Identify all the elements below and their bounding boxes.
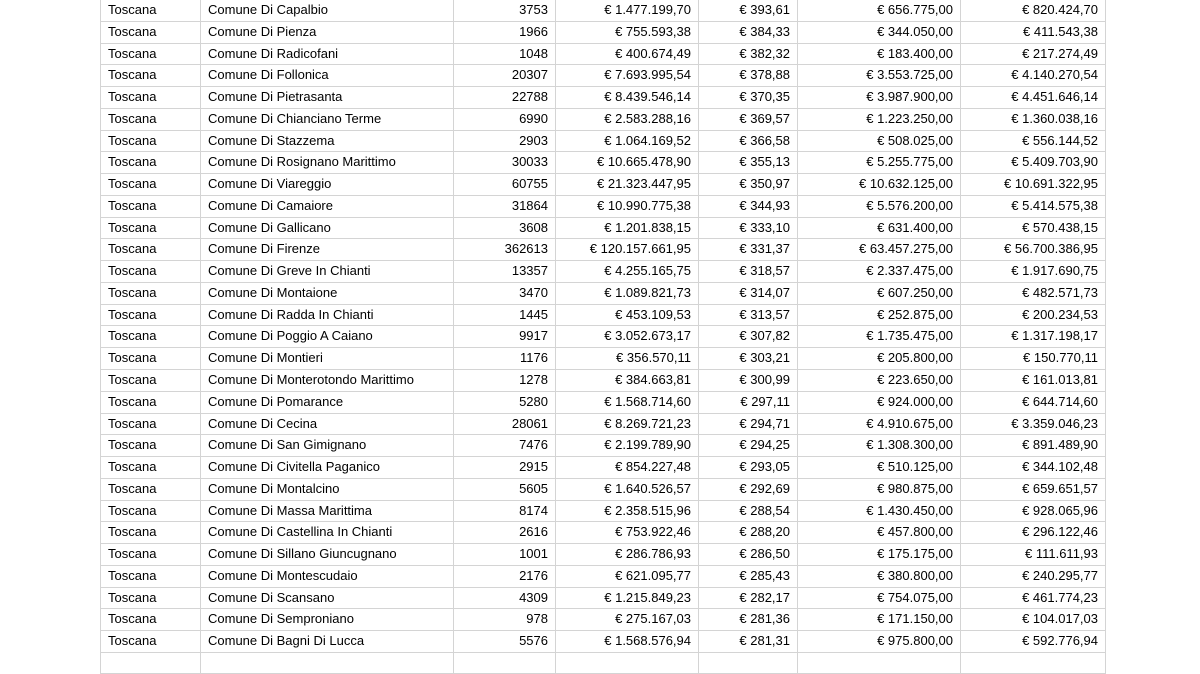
cell-count[interactable]: 4309	[454, 587, 556, 609]
cell-amount-3[interactable]: € 344.050,00	[798, 21, 961, 43]
cell-count[interactable]: 2915	[454, 457, 556, 479]
cell-amount-3[interactable]: € 223.650,00	[798, 370, 961, 392]
cell-amount-4[interactable]: € 1.360.038,16	[961, 108, 1106, 130]
cell-amount-1[interactable]: € 3.052.673,17	[556, 326, 699, 348]
cell-amount-4[interactable]: € 161.013,81	[961, 370, 1106, 392]
cell-amount-2[interactable]: € 333,10	[699, 217, 798, 239]
cell-amount-1[interactable]: € 1.568.576,94	[556, 631, 699, 653]
cell-amount-2[interactable]: € 300,99	[699, 370, 798, 392]
cell-municipality[interactable]: Comune Di Stazzema	[201, 130, 454, 152]
table-row	[101, 282, 1106, 304]
cell-municipality[interactable]: Comune Di Radicofani	[201, 43, 454, 65]
table-row	[101, 152, 1106, 174]
cell-amount-3[interactable]: € 2.337.475,00	[798, 261, 961, 283]
cell-amount-4[interactable]: € 1.317.198,17	[961, 326, 1106, 348]
cell-count[interactable]: 60755	[454, 174, 556, 196]
cell-region[interactable]: Toscana	[101, 174, 201, 196]
cell-count[interactable]: 1001	[454, 544, 556, 566]
cell-amount-3[interactable]: € 457.800,00	[798, 522, 961, 544]
cell-amount-3[interactable]: € 4.910.675,00	[798, 413, 961, 435]
cell-municipality[interactable]: Comune Di Pomarance	[201, 391, 454, 413]
cell-count[interactable]: 3470	[454, 282, 556, 304]
table-row	[101, 217, 1106, 239]
cell-amount-4[interactable]: € 200.234,53	[961, 304, 1106, 326]
cell-municipality[interactable]: Comune Di Monterotondo Marittimo	[201, 370, 454, 392]
cell-amount-4[interactable]: € 5.409.703,90	[961, 152, 1106, 174]
cell-amount-2[interactable]: € 281,36	[699, 609, 798, 631]
cell-municipality[interactable]: Comune Di Semproniano	[201, 609, 454, 631]
cell-region[interactable]: Toscana	[101, 391, 201, 413]
cell-region[interactable]: Toscana	[101, 587, 201, 609]
cell-region[interactable]: Toscana	[101, 195, 201, 217]
cell-amount-3[interactable]: € 975.800,00	[798, 631, 961, 653]
cell-amount-3[interactable]: € 656.775,00	[798, 0, 961, 21]
cell-amount-4[interactable]: € 556.144,52	[961, 130, 1106, 152]
cell-region[interactable]: Toscana	[101, 413, 201, 435]
cell-region[interactable]: Toscana	[101, 326, 201, 348]
cell-count[interactable]: 28061	[454, 413, 556, 435]
cell-amount-1[interactable]: € 1.215.849,23	[556, 587, 699, 609]
cell-amount-3[interactable]: € 5.255.775,00	[798, 152, 961, 174]
cell-amount-4[interactable]: € 111.611,93	[961, 544, 1106, 566]
cell-amount-1[interactable]: € 8.439.546,14	[556, 87, 699, 109]
table-row	[101, 544, 1106, 566]
cell-amount-1[interactable]: € 356.570,11	[556, 348, 699, 370]
cell-amount-3[interactable]: € 10.632.125,00	[798, 174, 961, 196]
cell-amount-3[interactable]: € 510.125,00	[798, 457, 961, 479]
cell-amount-1[interactable]: € 10.990.775,38	[556, 195, 699, 217]
cell-amount-2[interactable]: € 297,11	[699, 391, 798, 413]
cell-amount-3[interactable]: € 1.223.250,00	[798, 108, 961, 130]
cell-region[interactable]: Toscana	[101, 500, 201, 522]
cell-amount-2[interactable]: € 293,05	[699, 457, 798, 479]
cell-amount-4[interactable]: € 820.424,70	[961, 0, 1106, 21]
cell-amount-4[interactable]: € 570.438,15	[961, 217, 1106, 239]
cell-amount-1[interactable]: € 1.089.821,73	[556, 282, 699, 304]
cell-municipality[interactable]: Comune Di Rosignano Marittimo	[201, 152, 454, 174]
table-row	[101, 304, 1106, 326]
cell-amount-1[interactable]: € 755.593,38	[556, 21, 699, 43]
cell-amount-4[interactable]: € 5.414.575,38	[961, 195, 1106, 217]
cell-municipality[interactable]: Comune Di Capalbio	[201, 0, 454, 21]
table-row	[101, 609, 1106, 631]
cell-municipality[interactable]: Comune Di Chianciano Terme	[201, 108, 454, 130]
cell-count[interactable]: 978	[454, 609, 556, 631]
cell-municipality[interactable]: Comune Di Sillano Giuncugnano	[201, 544, 454, 566]
cell-amount-3[interactable]: € 175.175,00	[798, 544, 961, 566]
cell-municipality[interactable]: Comune Di Civitella Paganico	[201, 457, 454, 479]
table-row	[101, 87, 1106, 109]
cell-amount-4[interactable]: € 891.489,90	[961, 435, 1106, 457]
cell-amount-2[interactable]: € 393,61	[699, 0, 798, 21]
table-row	[101, 261, 1106, 283]
table-row	[101, 0, 1106, 21]
cell-amount-2[interactable]: € 369,57	[699, 108, 798, 130]
cell-amount-1[interactable]: € 1.201.838,15	[556, 217, 699, 239]
cell-amount-1[interactable]: € 10.665.478,90	[556, 152, 699, 174]
cell-count[interactable]: 1278	[454, 370, 556, 392]
cell-amount-3[interactable]: € 252.875,00	[798, 304, 961, 326]
cell-municipality[interactable]: Comune Di Montaione	[201, 282, 454, 304]
cell-amount-3[interactable]: € 63.457.275,00	[798, 239, 961, 261]
cell-amount-4[interactable]: € 659.651,57	[961, 478, 1106, 500]
cell-municipality[interactable]: Comune Di Follonica	[201, 65, 454, 87]
cell-municipality[interactable]: Comune Di Camaiore	[201, 195, 454, 217]
table-row	[101, 478, 1106, 500]
cell-amount-2[interactable]: € 282,17	[699, 587, 798, 609]
cell-amount-4[interactable]: € 1.917.690,75	[961, 261, 1106, 283]
cell-amount-1[interactable]: € 275.167,03	[556, 609, 699, 631]
cell-amount-2[interactable]: € 318,57	[699, 261, 798, 283]
cell-count[interactable]: 20307	[454, 65, 556, 87]
cell-amount-3[interactable]: € 380.800,00	[798, 565, 961, 587]
cell-amount-2[interactable]: € 313,57	[699, 304, 798, 326]
spreadsheet-view	[100, 0, 1106, 674]
cell-amount-1[interactable]: € 286.786,93	[556, 544, 699, 566]
cell-municipality[interactable]: Comune Di Firenze	[201, 239, 454, 261]
cell-amount-4[interactable]: € 10.691.322,95	[961, 174, 1106, 196]
cell-amount-4[interactable]: € 644.714,60	[961, 391, 1106, 413]
cell-amount-4[interactable]	[961, 652, 1106, 673]
cell-amount-3[interactable]: € 508.025,00	[798, 130, 961, 152]
cell-amount-2[interactable]: € 294,25	[699, 435, 798, 457]
cell-count[interactable]: 1445	[454, 304, 556, 326]
cell-amount-3[interactable]: € 1.735.475,00	[798, 326, 961, 348]
cell-region[interactable]: Toscana	[101, 108, 201, 130]
cell-amount-4[interactable]: € 296.122,46	[961, 522, 1106, 544]
table-row	[101, 587, 1106, 609]
cell-amount-4[interactable]: € 104.017,03	[961, 609, 1106, 631]
table-row	[101, 565, 1106, 587]
cell-municipality[interactable]: Comune Di Greve In Chianti	[201, 261, 454, 283]
cell-municipality[interactable]: Comune Di Montescudaio	[201, 565, 454, 587]
cell-amount-2[interactable]: € 294,71	[699, 413, 798, 435]
table-row	[101, 326, 1106, 348]
cell-municipality[interactable]: Comune Di Viareggio	[201, 174, 454, 196]
cell-region[interactable]: Toscana	[101, 457, 201, 479]
cell-amount-1[interactable]: € 400.674,49	[556, 43, 699, 65]
table-row	[101, 130, 1106, 152]
cell-amount-3[interactable]: € 3.987.900,00	[798, 87, 961, 109]
cell-amount-4[interactable]: € 56.700.386,95	[961, 239, 1106, 261]
cell-count[interactable]: 5605	[454, 478, 556, 500]
cell-amount-2[interactable]: € 281,31	[699, 631, 798, 653]
table-row	[101, 43, 1106, 65]
cell-amount-2[interactable]: € 384,33	[699, 21, 798, 43]
table-row-empty	[101, 652, 1106, 673]
cell-municipality[interactable]: Comune Di Poggio A Caiano	[201, 326, 454, 348]
cell-region[interactable]: Toscana	[101, 87, 201, 109]
cell-region[interactable]: Toscana	[101, 261, 201, 283]
cell-region[interactable]	[101, 652, 201, 673]
cell-count[interactable]: 6990	[454, 108, 556, 130]
cell-municipality[interactable]: Comune Di Massa Marittima	[201, 500, 454, 522]
cell-amount-1[interactable]: € 8.269.721,23	[556, 413, 699, 435]
cell-amount-4[interactable]: € 4.140.270,54	[961, 65, 1106, 87]
cell-region[interactable]: Toscana	[101, 239, 201, 261]
table-row	[101, 239, 1106, 261]
cell-amount-3[interactable]: € 205.800,00	[798, 348, 961, 370]
cell-amount-3[interactable]: € 171.150,00	[798, 609, 961, 631]
cell-amount-1[interactable]: € 7.693.995,54	[556, 65, 699, 87]
cell-count[interactable]: 2903	[454, 130, 556, 152]
table-row	[101, 435, 1106, 457]
cell-amount-1[interactable]: € 1.568.714,60	[556, 391, 699, 413]
cell-amount-1[interactable]: € 453.109,53	[556, 304, 699, 326]
cell-region[interactable]: Toscana	[101, 304, 201, 326]
cell-amount-2[interactable]: € 382,32	[699, 43, 798, 65]
cell-count[interactable]: 1048	[454, 43, 556, 65]
cell-amount-1[interactable]: € 2.583.288,16	[556, 108, 699, 130]
cell-amount-3[interactable]: € 607.250,00	[798, 282, 961, 304]
cell-amount-2[interactable]: € 378,88	[699, 65, 798, 87]
cell-amount-1[interactable]: € 2.199.789,90	[556, 435, 699, 457]
cell-amount-1[interactable]: € 753.922,46	[556, 522, 699, 544]
cell-region[interactable]: Toscana	[101, 522, 201, 544]
cell-amount-3[interactable]: € 980.875,00	[798, 478, 961, 500]
cell-municipality[interactable]: Comune Di Bagni Di Lucca	[201, 631, 454, 653]
cell-count[interactable]: 3608	[454, 217, 556, 239]
cell-region[interactable]: Toscana	[101, 544, 201, 566]
cell-region[interactable]: Toscana	[101, 43, 201, 65]
cell-municipality[interactable]: Comune Di Scansano	[201, 587, 454, 609]
cell-region[interactable]: Toscana	[101, 565, 201, 587]
cell-region[interactable]: Toscana	[101, 478, 201, 500]
cell-amount-1[interactable]: € 120.157.661,95	[556, 239, 699, 261]
cell-region[interactable]: Toscana	[101, 65, 201, 87]
cell-amount-4[interactable]: € 3.359.046,23	[961, 413, 1106, 435]
cell-count[interactable]: 362613	[454, 239, 556, 261]
cell-amount-2[interactable]: € 355,13	[699, 152, 798, 174]
cell-count[interactable]: 13357	[454, 261, 556, 283]
cell-amount-1[interactable]: € 621.095,77	[556, 565, 699, 587]
cell-amount-1[interactable]: € 2.358.515,96	[556, 500, 699, 522]
table-row	[101, 370, 1106, 392]
cell-amount-3[interactable]: € 924.000,00	[798, 391, 961, 413]
cell-amount-2[interactable]: € 344,93	[699, 195, 798, 217]
cell-amount-4[interactable]: € 217.274,49	[961, 43, 1106, 65]
cell-municipality[interactable]: Comune Di Cecina	[201, 413, 454, 435]
cell-count[interactable]: 30033	[454, 152, 556, 174]
cell-municipality[interactable]: Comune Di Castellina In Chianti	[201, 522, 454, 544]
cell-amount-2[interactable]	[699, 652, 798, 673]
table-row	[101, 500, 1106, 522]
data-table	[100, 0, 1106, 674]
cell-amount-2[interactable]: € 370,35	[699, 87, 798, 109]
cell-amount-3[interactable]: € 3.553.725,00	[798, 65, 961, 87]
table-row	[101, 65, 1106, 87]
cell-amount-1[interactable]: € 854.227,48	[556, 457, 699, 479]
cell-region[interactable]: Toscana	[101, 0, 201, 21]
cell-amount-2[interactable]: € 286,50	[699, 544, 798, 566]
cell-amount-4[interactable]: € 344.102,48	[961, 457, 1106, 479]
cell-amount-3[interactable]: € 1.430.450,00	[798, 500, 961, 522]
cell-count[interactable]: 5576	[454, 631, 556, 653]
table-row	[101, 174, 1106, 196]
cell-region[interactable]: Toscana	[101, 21, 201, 43]
cell-municipality[interactable]: Comune Di Montieri	[201, 348, 454, 370]
cell-amount-3[interactable]	[798, 652, 961, 673]
cell-amount-2[interactable]: € 331,37	[699, 239, 798, 261]
cell-amount-4[interactable]: € 240.295,77	[961, 565, 1106, 587]
cell-amount-1[interactable]: € 21.323.447,95	[556, 174, 699, 196]
cell-region[interactable]: Toscana	[101, 435, 201, 457]
cell-amount-4[interactable]: € 482.571,73	[961, 282, 1106, 304]
cell-amount-4[interactable]: € 4.451.646,14	[961, 87, 1106, 109]
cell-count[interactable]: 2176	[454, 565, 556, 587]
cell-amount-4[interactable]: € 461.774,23	[961, 587, 1106, 609]
table-row	[101, 195, 1106, 217]
cell-count[interactable]: 9917	[454, 326, 556, 348]
cell-amount-3[interactable]: € 1.308.300,00	[798, 435, 961, 457]
table-row	[101, 522, 1106, 544]
table-body	[101, 0, 1106, 673]
cell-amount-1[interactable]	[556, 652, 699, 673]
cell-municipality[interactable]: Comune Di Pietrasanta	[201, 87, 454, 109]
table-row	[101, 391, 1106, 413]
cell-amount-3[interactable]: € 183.400,00	[798, 43, 961, 65]
cell-municipality[interactable]: Comune Di Gallicano	[201, 217, 454, 239]
cell-amount-1[interactable]: € 1.064.169,52	[556, 130, 699, 152]
cell-amount-2[interactable]: € 288,54	[699, 500, 798, 522]
cell-amount-4[interactable]: € 592.776,94	[961, 631, 1106, 653]
cell-count[interactable]: 8174	[454, 500, 556, 522]
table-row	[101, 457, 1106, 479]
cell-amount-2[interactable]: € 350,97	[699, 174, 798, 196]
cell-count[interactable]: 1966	[454, 21, 556, 43]
cell-amount-1[interactable]: € 1.640.526,57	[556, 478, 699, 500]
table-row	[101, 108, 1106, 130]
cell-amount-1[interactable]: € 384.663,81	[556, 370, 699, 392]
cell-amount-4[interactable]: € 411.543,38	[961, 21, 1106, 43]
cell-count[interactable]: 2616	[454, 522, 556, 544]
cell-region[interactable]: Toscana	[101, 130, 201, 152]
cell-amount-2[interactable]: € 303,21	[699, 348, 798, 370]
table-row	[101, 348, 1106, 370]
cell-municipality[interactable]: Comune Di Pienza	[201, 21, 454, 43]
cell-count[interactable]	[454, 652, 556, 673]
cell-amount-2[interactable]: € 285,43	[699, 565, 798, 587]
cell-region[interactable]: Toscana	[101, 631, 201, 653]
cell-amount-2[interactable]: € 366,58	[699, 130, 798, 152]
table-row	[101, 631, 1106, 653]
cell-amount-2[interactable]: € 292,69	[699, 478, 798, 500]
cell-region[interactable]: Toscana	[101, 282, 201, 304]
table-row	[101, 21, 1106, 43]
cell-count[interactable]: 31864	[454, 195, 556, 217]
cell-count[interactable]: 1176	[454, 348, 556, 370]
cell-municipality[interactable]: Comune Di Radda In Chianti	[201, 304, 454, 326]
cell-amount-3[interactable]: € 754.075,00	[798, 587, 961, 609]
cell-amount-3[interactable]: € 631.400,00	[798, 217, 961, 239]
cell-region[interactable]: Toscana	[101, 152, 201, 174]
cell-region[interactable]: Toscana	[101, 348, 201, 370]
cell-municipality[interactable]: Comune Di Montalcino	[201, 478, 454, 500]
cell-count[interactable]: 5280	[454, 391, 556, 413]
cell-count[interactable]: 3753	[454, 0, 556, 21]
cell-amount-1[interactable]: € 4.255.165,75	[556, 261, 699, 283]
cell-amount-3[interactable]: € 5.576.200,00	[798, 195, 961, 217]
cell-amount-4[interactable]: € 150.770,11	[961, 348, 1106, 370]
cell-amount-2[interactable]: € 307,82	[699, 326, 798, 348]
cell-municipality[interactable]: Comune Di San Gimignano	[201, 435, 454, 457]
cell-count[interactable]: 22788	[454, 87, 556, 109]
cell-region[interactable]: Toscana	[101, 609, 201, 631]
cell-region[interactable]: Toscana	[101, 370, 201, 392]
cell-amount-2[interactable]: € 314,07	[699, 282, 798, 304]
table-row	[101, 413, 1106, 435]
cell-amount-1[interactable]: € 1.477.199,70	[556, 0, 699, 21]
cell-municipality[interactable]	[201, 652, 454, 673]
cell-amount-4[interactable]: € 928.065,96	[961, 500, 1106, 522]
cell-region[interactable]: Toscana	[101, 217, 201, 239]
cell-amount-2[interactable]: € 288,20	[699, 522, 798, 544]
cell-count[interactable]: 7476	[454, 435, 556, 457]
